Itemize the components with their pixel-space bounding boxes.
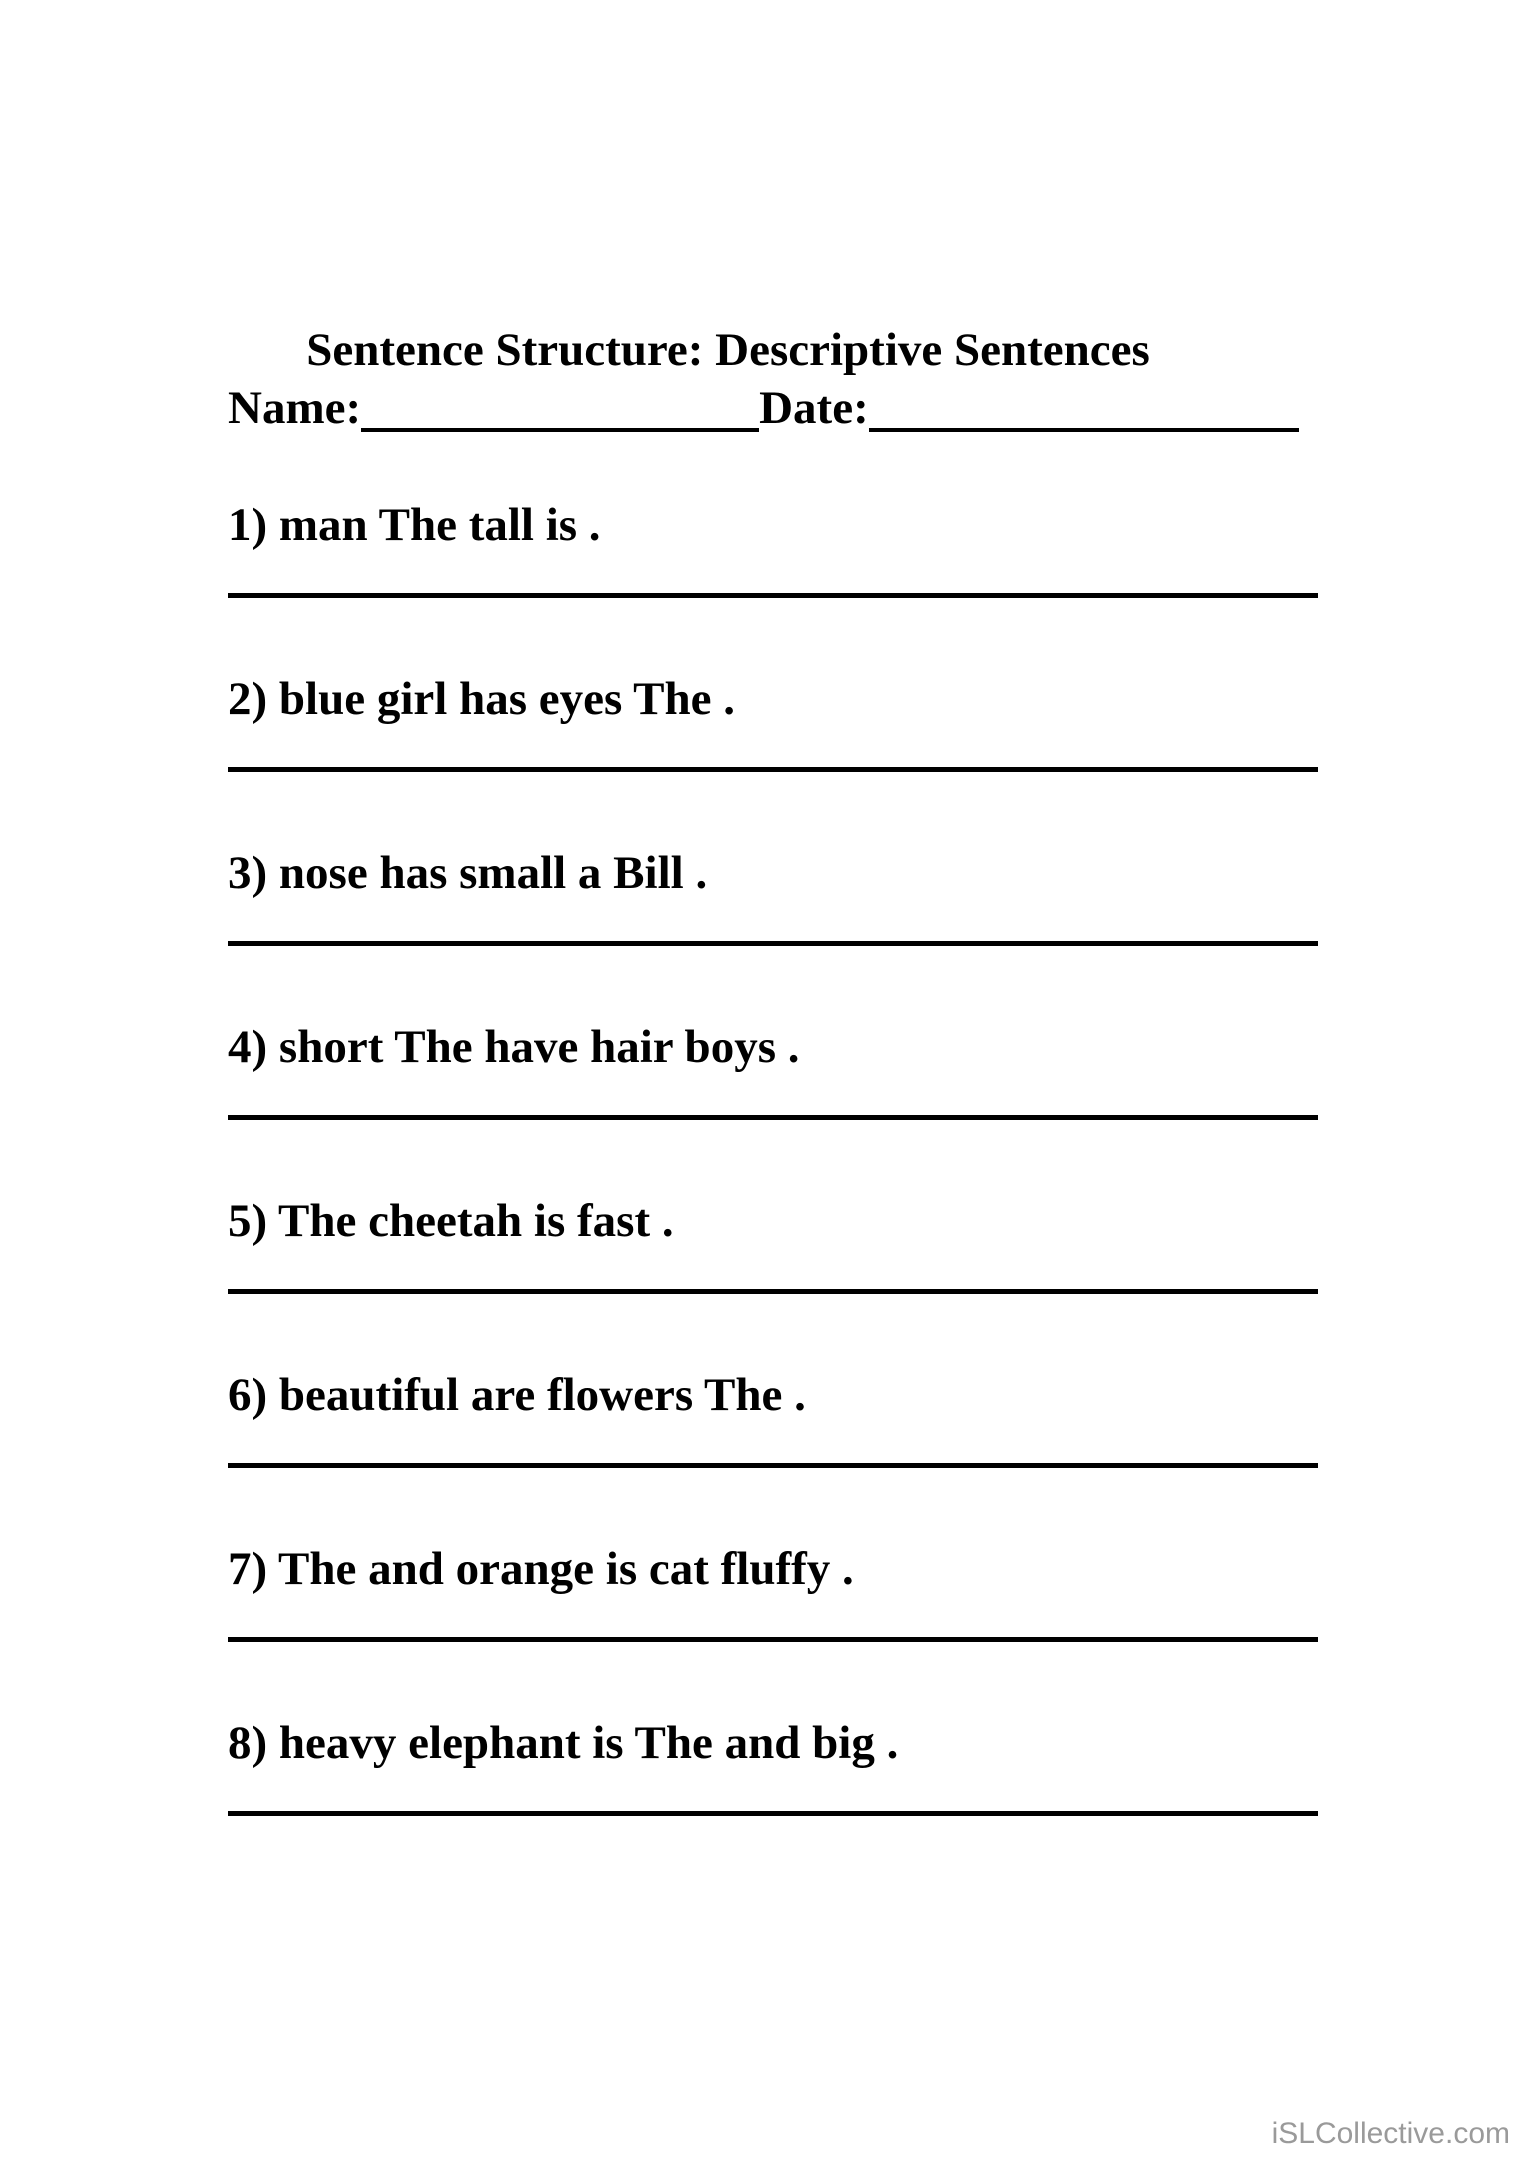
question-item xyxy=(228,1365,1318,1485)
question-prompt: 3) nose has small a Bill . xyxy=(228,847,708,899)
answer-line[interactable] xyxy=(228,1637,1318,1642)
question-prompt: 1) man The tall is . xyxy=(228,499,601,551)
answer-line[interactable] xyxy=(228,1463,1318,1468)
question-prompt: 6) beautiful are flowers The . xyxy=(228,1369,806,1421)
question-item xyxy=(228,495,1318,615)
name-label: Name: xyxy=(228,382,362,434)
answer-line[interactable] xyxy=(228,1811,1318,1816)
question-item xyxy=(228,1713,1318,1833)
answer-line[interactable] xyxy=(228,1115,1318,1120)
question-item xyxy=(228,1539,1318,1659)
answer-line[interactable] xyxy=(228,767,1318,772)
question-prompt: 5) The cheetah is fast . xyxy=(228,1195,674,1247)
worksheet-title: Sentence Structure: Descriptive Sentences xyxy=(306,324,1150,376)
answer-line[interactable] xyxy=(228,941,1318,946)
question-item xyxy=(228,669,1318,789)
name-field[interactable] xyxy=(361,386,759,432)
answer-line[interactable] xyxy=(228,1289,1318,1294)
name-date-row xyxy=(228,378,1299,438)
date-label: Date: xyxy=(759,382,869,434)
question-item xyxy=(228,843,1318,963)
question-prompt: 7) The and orange is cat fluffy . xyxy=(228,1543,854,1595)
question-prompt: 8) heavy elephant is The and big . xyxy=(228,1717,899,1769)
question-item xyxy=(228,1191,1318,1311)
date-field[interactable] xyxy=(869,386,1299,432)
question-prompt: 2) blue girl has eyes The . xyxy=(228,673,736,725)
question-item xyxy=(228,1017,1318,1137)
question-prompt: 4) short The have hair boys . xyxy=(228,1021,800,1073)
answer-line[interactable] xyxy=(228,593,1318,598)
watermark-text: iSLCollective.com xyxy=(1271,2117,1510,2150)
